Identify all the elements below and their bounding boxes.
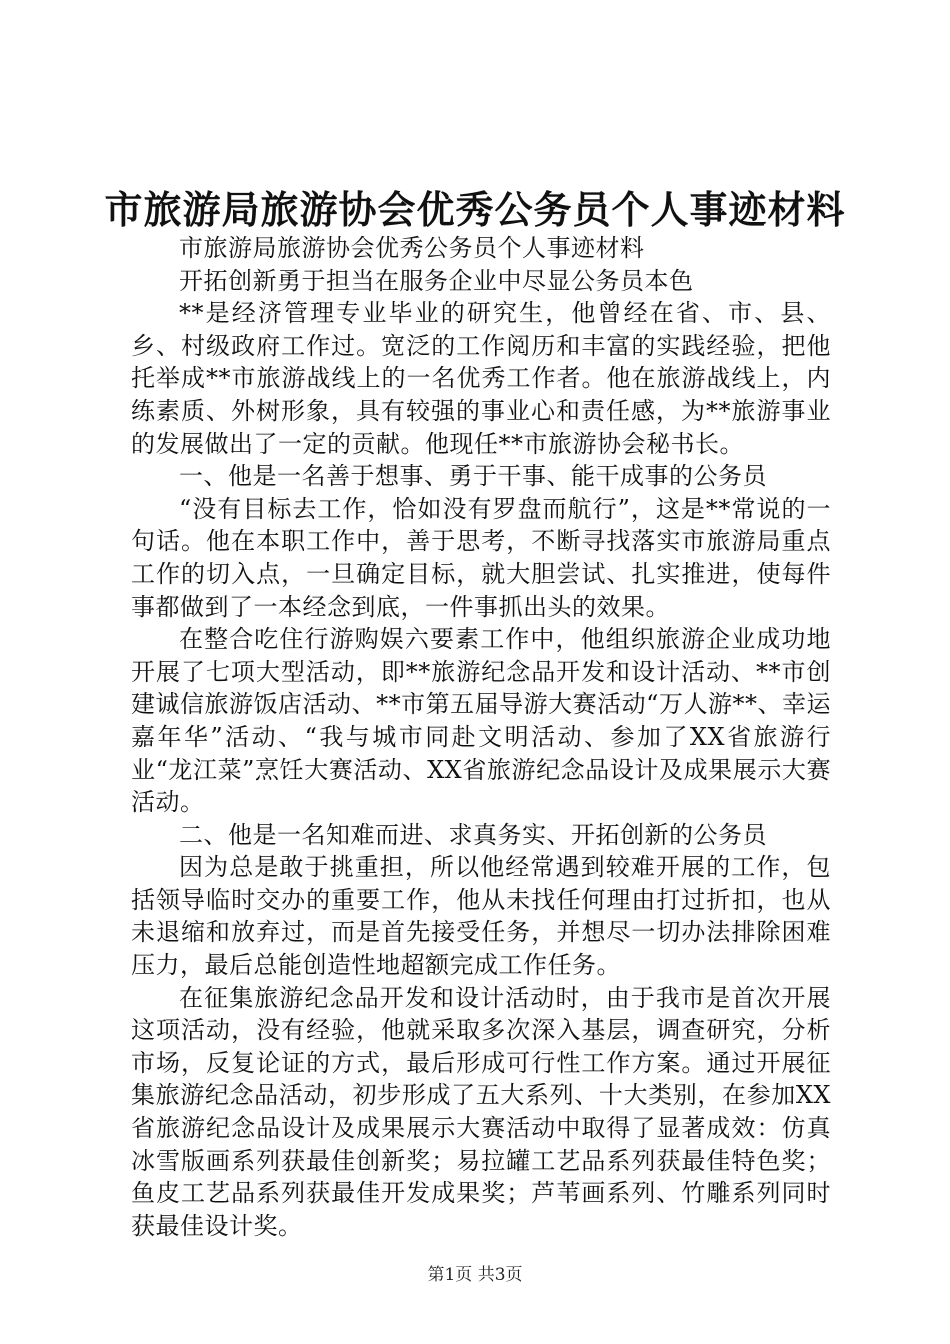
paragraph: 在整合吃住行游购娱六要素工作中，他组织旅游企业成功地开展了七项大型活动，即**旅游纪念品开发和设计活动、**市创建诚信旅游饭店活动、**市第五届导游大赛活动“万人游**、幸运嘉年华”活动、“我与城市同赴文明活动、参加了XX省旅游行业“龙江菜”烹饪大赛活动、XX省旅游纪念品设计及成果展示大赛活动。 bbox=[131, 625, 831, 817]
page-number-footer: 第1页 共3页 bbox=[427, 1265, 523, 1285]
paragraph: 市旅游局旅游协会优秀公务员个人事迹材料 bbox=[179, 234, 645, 262]
document-title: 市旅游局旅游协会优秀公务员个人事迹材料 bbox=[104, 187, 846, 232]
section-heading: 一、他是一名善于想事、勇于干事、能干成事的公务员 bbox=[179, 462, 767, 491]
paragraph: **是经济管理专业毕业的研究生，他曾经在省、市、县、乡、村级政府工作过。宽泛的工作阅历和丰富的实践经验，把他托举成**市旅游战线上的一名优秀工作者。他在旅游战线上，内练素质、外树形象，具有较强的事业心和责任感，为**旅游事业的发展做出了一定的贡献。他现任**市旅游协会秘书长。 bbox=[131, 299, 831, 458]
document-body bbox=[131, 232, 831, 1242]
paragraph: 开拓创新勇于担当在服务企业中尽显公务员本色 bbox=[179, 266, 694, 295]
section-heading: 二、他是一名知难而进、求真务实、开拓创新的公务员 bbox=[179, 820, 767, 849]
paragraph: 在征集旅游纪念品开发和设计活动时，由于我市是首次开展这项活动，没有经验，他就采取多次深入基层，调查研究，分析市场，反复论证的方式，最后形成可行性工作方案。通过开展征集旅游纪念品活动，初步形成了五大系列、十大类别，在参加XX省旅游纪念品设计及成果展示大赛活动中取得了显著成效：仿真冰雪版画系列获最佳创新奖；易拉罐工艺品系列获最佳特色奖；鱼皮工艺品系列获最佳开发成果奖；芦苇画系列、竹雕系列同时获最佳设计奖。 bbox=[131, 983, 831, 1240]
paragraph: “没有目标去工作，恰如没有罗盘而航行”，这是**常说的一句话。他在本职工作中，善于思考，不断寻找落实市旅游局重点工作的切入点，一旦确定目标，就大胆尝试、扎实推进，使每件事都做到了一本经念到底，一件事抓出头的效果。 bbox=[131, 494, 831, 621]
paragraph: 因为总是敢于挑重担，所以他经常遇到较难开展的工作，包括领导临时交办的重要工作，他从未找任何理由打过折扣，也从未退缩和放弃过，而是首先接受任务，并想尽一切办法排除困难压力，最后总能创造性地超额完成工作任务。 bbox=[131, 853, 831, 980]
